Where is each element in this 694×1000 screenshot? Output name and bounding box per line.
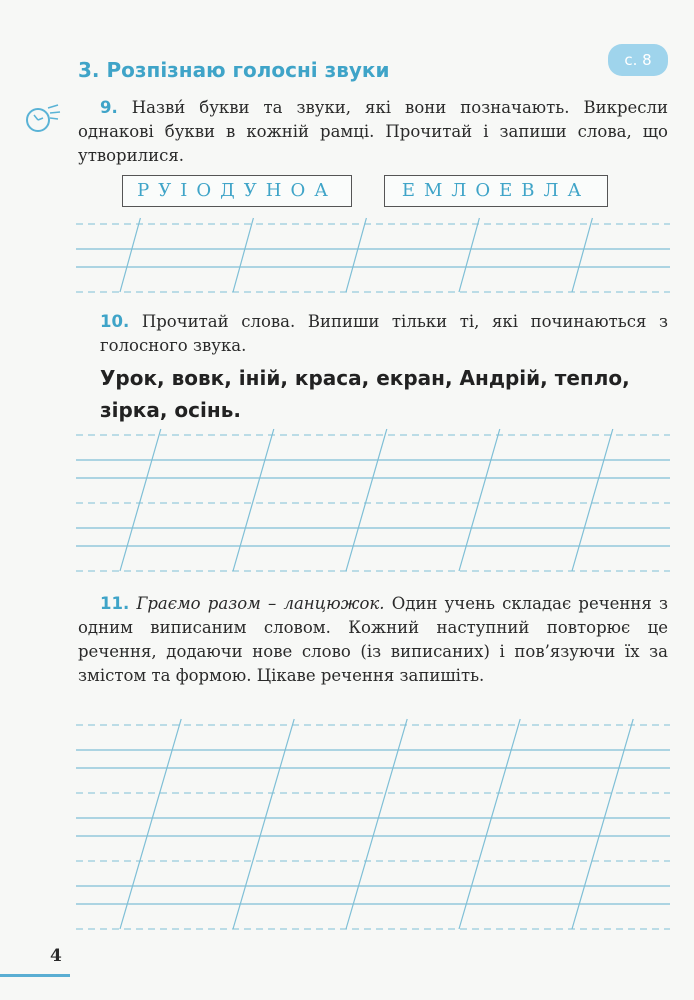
exercise-10 bbox=[100, 310, 668, 358]
letter-box-1: РУІОДУНОА bbox=[122, 175, 352, 207]
letter-box-2: ЕМЛОЕВЛА bbox=[384, 175, 608, 207]
slant-line bbox=[346, 429, 387, 571]
page-number: 4 bbox=[50, 946, 62, 966]
slant-line bbox=[459, 429, 500, 571]
slant-line bbox=[120, 429, 161, 571]
slant-line bbox=[346, 218, 366, 292]
exercise-number: 10. bbox=[100, 312, 130, 331]
exercise-italic-title: Граємо разом – ланцюжок. bbox=[136, 594, 385, 613]
exercise-number: 9. bbox=[100, 98, 118, 117]
slant-line bbox=[120, 218, 140, 292]
exercise-text: Прочитай слова. Випиши тільки ті, які починаються з голосного звука. bbox=[100, 312, 669, 355]
word-list: Урок, вовк, іній, краса, екран, Андрій, тепло, зірка, осінь. bbox=[100, 366, 630, 422]
exercise-text: Один учень складає речення з одним виписаним словом. Кожний наступний повторює це речення, додаючи нове слово (із виписаних) і пов’язуючи їх за змістом та формою. Цікаве речення запишіть. bbox=[78, 594, 669, 685]
page-number-rule bbox=[0, 974, 70, 977]
slant-line bbox=[233, 429, 274, 571]
section-title: 3. Розпізнаю голосні звуки bbox=[78, 58, 390, 82]
slant-line bbox=[572, 429, 613, 571]
stopwatch-icon bbox=[22, 100, 62, 136]
exercise-number: 11. bbox=[100, 594, 130, 613]
slant-line bbox=[459, 218, 479, 292]
exercise-text: Назви́ букви та звуки, які вони позначають. Викресли однакові букви в кожній рамці. Прочитай і запиши слова, що утворилися. bbox=[78, 98, 668, 165]
exercise-11 bbox=[78, 592, 668, 688]
exercise-9 bbox=[78, 96, 668, 168]
slant-line bbox=[233, 218, 253, 292]
page-reference-badge: с. 8 bbox=[608, 44, 668, 76]
slant-line bbox=[572, 218, 592, 292]
